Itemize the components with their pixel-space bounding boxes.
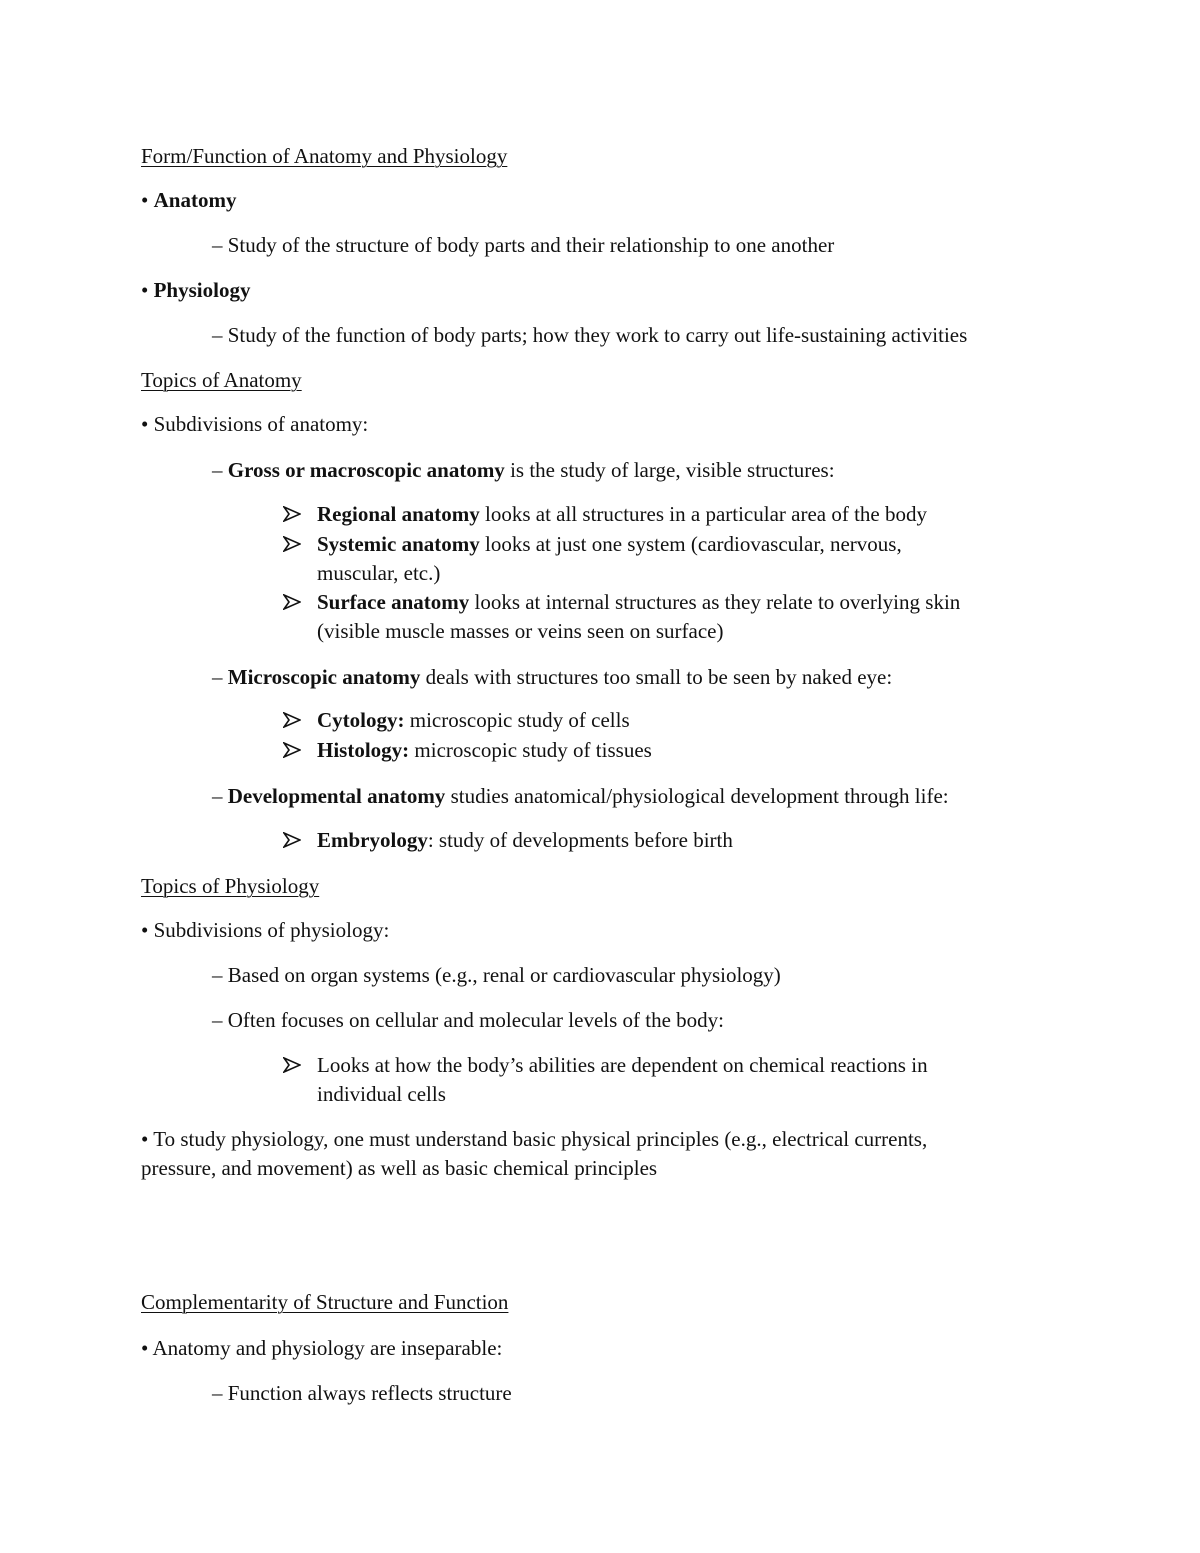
- dash: –: [212, 784, 228, 808]
- term-microscopic-anatomy: Microscopic anatomy: [227, 665, 421, 689]
- term-systemic-anatomy: Systemic anatomy: [317, 532, 480, 556]
- arrowhead-bullet-icon: [283, 588, 303, 617]
- cellular-levels-item: – Often focuses on cellular and molecular levels of the body:: [212, 1008, 724, 1032]
- subdivisions-physiology: • Subdivisions of physiology:: [141, 918, 390, 942]
- term-regional-anatomy: Regional anatomy: [317, 502, 480, 526]
- dash: –: [212, 458, 228, 482]
- to-study-physiology-continued: pressure, and movement) as well as basic chemical principles: [141, 1156, 658, 1180]
- bullet: •: [141, 278, 154, 302]
- to-study-physiology: • To study physiology, one must understand basic physical principles (e.g., electrical currents,: [141, 1127, 928, 1151]
- heading-form-function: Form/Function of Anatomy and Physiology: [141, 144, 508, 168]
- developmental-anatomy-desc: studies anatomical/physiological development through life:: [445, 784, 949, 808]
- inseparable-item: • Anatomy and physiology are inseparable:: [141, 1336, 503, 1360]
- term-histology: Histology:: [317, 738, 410, 762]
- term-surface-anatomy: Surface anatomy: [317, 590, 470, 614]
- arrowhead-bullet-icon: [283, 1051, 303, 1080]
- systemic-anatomy-continued: muscular, etc.): [317, 561, 441, 585]
- heading-topics-physiology: Topics of Physiology: [141, 874, 320, 898]
- embryology-item: [317, 826, 733, 855]
- arrowhead-bullet-icon: [283, 826, 303, 855]
- heading-topics-anatomy: Topics of Anatomy: [141, 368, 302, 392]
- gross-anatomy-desc: is the study of large, visible structures:: [504, 458, 835, 482]
- term-developmental-anatomy: Developmental anatomy: [227, 784, 446, 808]
- surface-anatomy-item: [317, 588, 960, 617]
- term-anatomy: Anatomy: [153, 188, 237, 212]
- developmental-anatomy-item: [212, 782, 949, 811]
- list-item-physiology: [141, 276, 250, 305]
- dash: –: [212, 665, 228, 689]
- term-embryology: Embryology: [317, 828, 428, 852]
- term-physiology: Physiology: [153, 278, 251, 302]
- systemic-anatomy-desc: looks at just one system (cardiovascular, nervous,: [479, 532, 902, 556]
- list-item-anatomy: [141, 186, 236, 215]
- function-reflects-structure: – Function always reflects structure: [212, 1381, 512, 1405]
- chemical-reactions-continued: individual cells: [317, 1082, 446, 1106]
- term-gross-anatomy: Gross or macroscopic anatomy: [227, 458, 505, 482]
- histology-item: [317, 736, 652, 765]
- gross-anatomy-item: [212, 456, 835, 485]
- anatomy-definition: – Study of the structure of body parts and their relationship to one another: [212, 233, 835, 257]
- arrowhead-bullet-icon: [283, 530, 303, 559]
- arrowhead-bullet-icon: [283, 736, 303, 765]
- histology-desc: microscopic study of tissues: [409, 738, 652, 762]
- surface-anatomy-continued: (visible muscle masses or veins seen on surface): [317, 619, 724, 643]
- term-cytology: Cytology:: [317, 708, 405, 732]
- cytology-desc: microscopic study of cells: [404, 708, 630, 732]
- arrowhead-bullet-icon: [283, 706, 303, 735]
- embryology-desc: : study of developments before birth: [427, 828, 733, 852]
- chemical-reactions-item: Looks at how the body’s abilities are dependent on chemical reactions in: [317, 1053, 928, 1077]
- organ-systems-item: – Based on organ systems (e.g., renal or cardiovascular physiology): [212, 963, 781, 987]
- systemic-anatomy-item: [317, 530, 902, 559]
- microscopic-anatomy-desc: deals with structures too small to be seen by naked eye:: [420, 665, 893, 689]
- surface-anatomy-desc: looks at internal structures as they relate to overlying skin: [469, 590, 961, 614]
- physiology-definition: – Study of the function of body parts; how they work to carry out life-sustaining activities: [212, 323, 968, 347]
- arrowhead-bullet-icon: [283, 500, 303, 529]
- cytology-item: [317, 706, 630, 735]
- microscopic-anatomy-item: [212, 663, 892, 692]
- regional-anatomy-desc: looks at all structures in a particular area of the body: [479, 502, 928, 526]
- bullet: •: [141, 188, 154, 212]
- subdivisions-anatomy: • Subdivisions of anatomy:: [141, 412, 369, 436]
- regional-anatomy-item: [317, 500, 927, 529]
- heading-complementarity: Complementarity of Structure and Function: [141, 1290, 509, 1314]
